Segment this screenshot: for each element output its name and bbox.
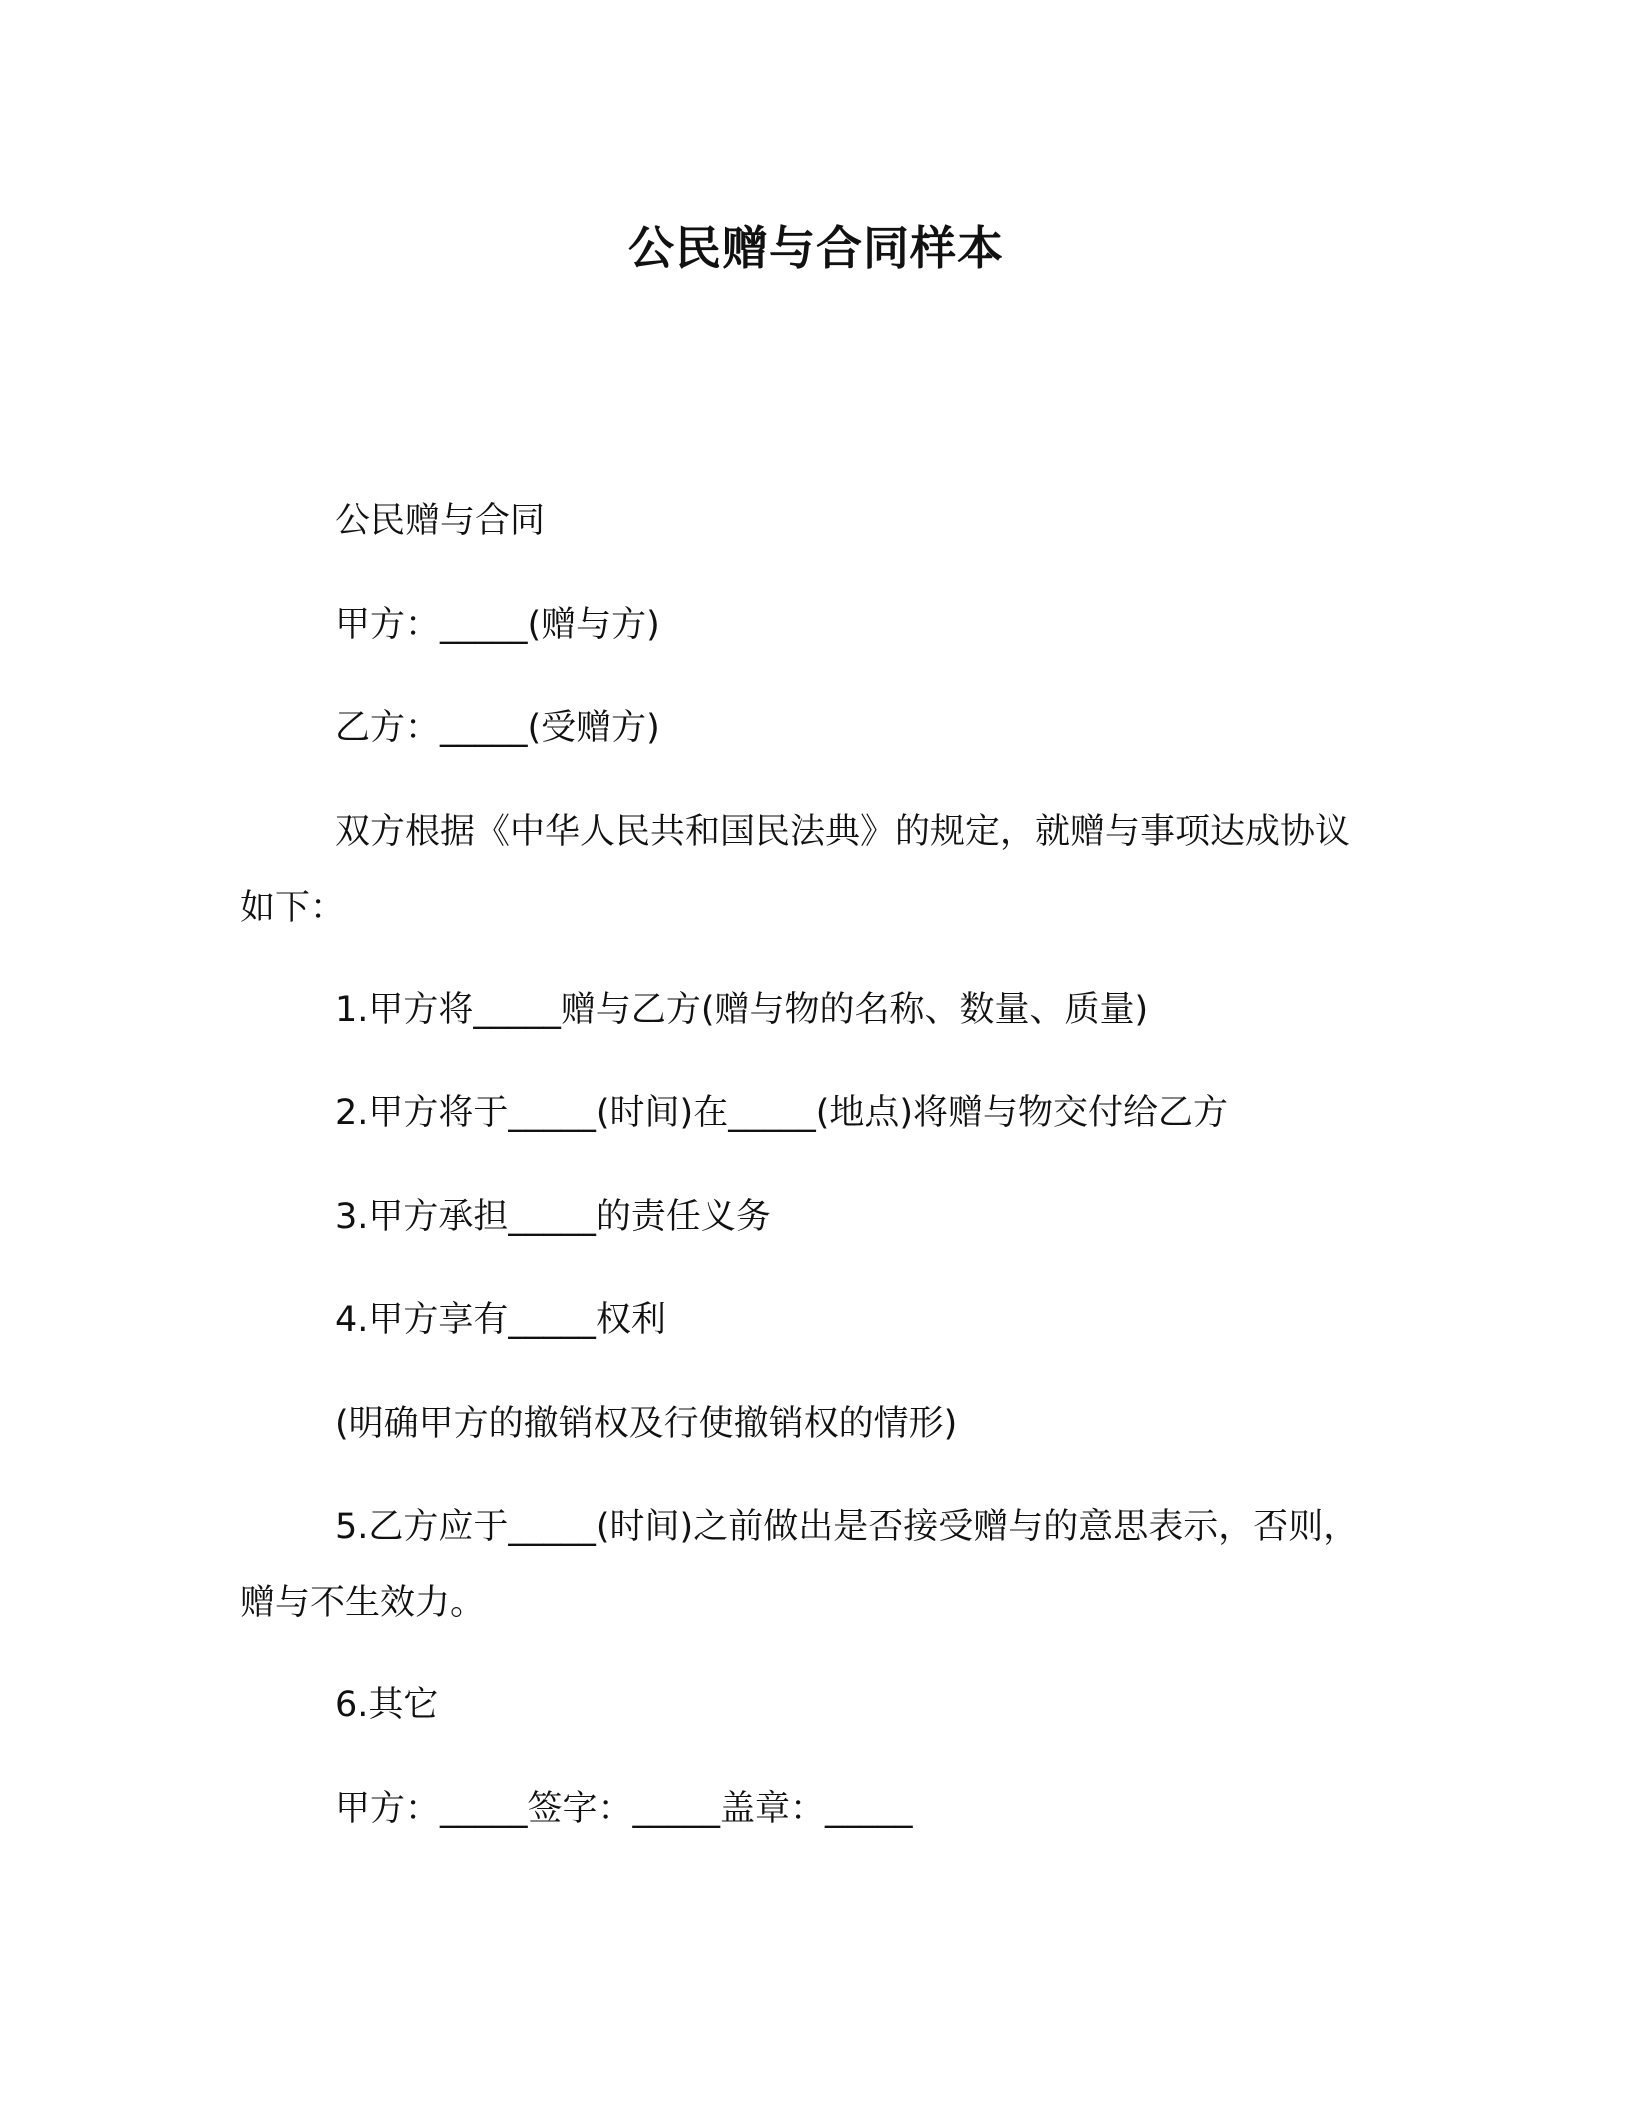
clause-4: 4.甲方享有_____权利 [335,1300,666,1340]
clause-5: 5.乙方应于_____(时间)之前做出是否接受赠与的意思表示，否则，赠与不生效力。 [240,1507,1359,1623]
clause-2: 2.甲方将于_____(时间)在_____(地点)将赠与物交付给乙方 [335,1093,1229,1133]
document-title: 公民赠与合同样本 [628,221,1004,275]
party-a-line: 甲方：_____(赠与方) [335,605,660,645]
clause-1: 1.甲方将_____赠与乙方(赠与物的名称、数量、质量) [335,990,1149,1030]
party-b-line: 乙方：_____(受赠方) [335,708,660,748]
clause-6: 6.其它 [335,1685,439,1725]
signature-line: 甲方：_____签字：_____盖章：_____ [335,1789,913,1829]
revocation-note: (明确甲方的撤销权及行使撤销权的情形) [335,1404,958,1444]
clause-3: 3.甲方承担_____的责任义务 [335,1197,771,1237]
contract-heading: 公民赠与合同 [335,501,546,541]
legal-basis-paragraph: 双方根据《中华人民共和国民法典》的规定，就赠与事项达成协议如下： [240,812,1351,928]
